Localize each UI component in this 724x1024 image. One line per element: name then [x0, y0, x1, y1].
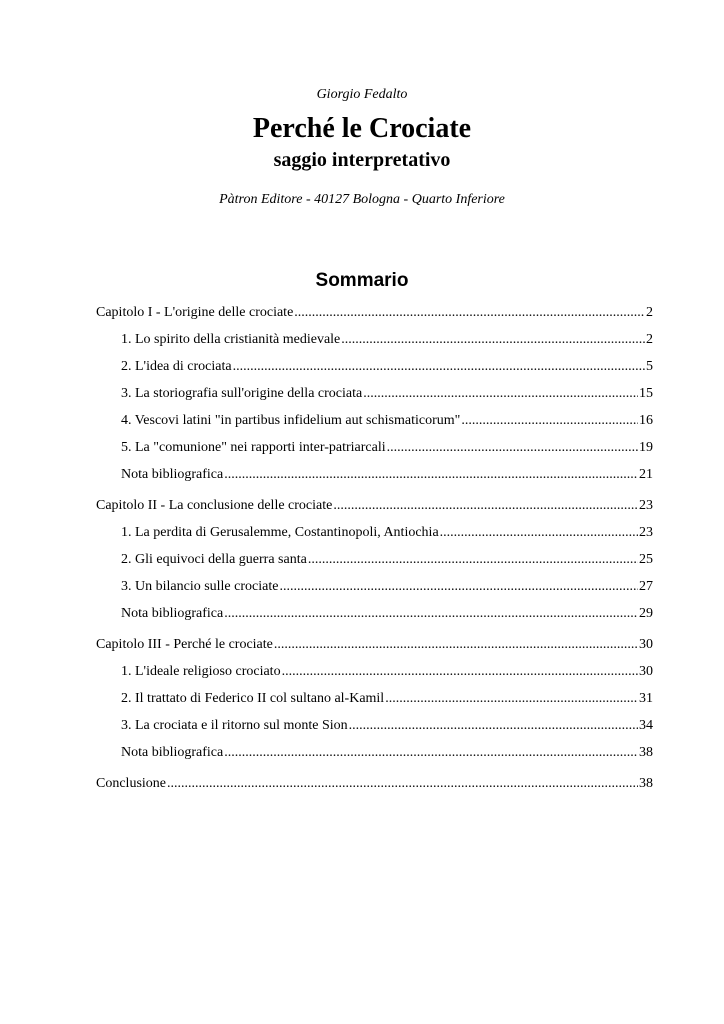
toc-entry-section[interactable]	[96, 385, 653, 403]
toc-entry-page: 21	[639, 467, 653, 482]
toc-entry-label: Nota bibliografica	[121, 606, 224, 621]
table-of-contents	[96, 304, 653, 802]
toc-entry-page: 23	[639, 498, 653, 513]
toc-entry-page: 27	[639, 579, 653, 594]
toc-entry-label: 4. Vescovi latini "in partibus infidelium aut schismaticorum"	[121, 413, 461, 428]
dot-leader	[224, 605, 638, 623]
toc-entry-chapter-2[interactable]	[96, 497, 653, 515]
toc-entry-label: 1. La perdita di Gerusalemme, Costantinopoli, Antiochia	[121, 525, 439, 540]
publisher-line: Pàtron Editore - 40127 Bologna - Quarto Inferiore	[219, 192, 505, 207]
toc-entry-section[interactable]	[96, 358, 653, 376]
toc-entry-page: 30	[639, 637, 653, 652]
toc-entry-label: Conclusione	[96, 776, 166, 791]
dot-leader	[224, 466, 638, 484]
toc-entry-label: 2. Il trattato di Federico II col sultano al-Kamil	[121, 691, 385, 706]
toc-entry-page: 5	[646, 359, 653, 374]
toc-entry-label: Capitolo III - Perché le crociate	[96, 637, 273, 652]
toc-entry-label: Nota bibliografica	[121, 467, 224, 482]
toc-entry-label: 1. L'ideale religioso crociato	[121, 664, 281, 679]
toc-entry-section[interactable]	[96, 690, 653, 708]
dot-leader	[385, 690, 638, 708]
author-name: Giorgio Fedalto	[316, 87, 408, 102]
toc-entry-page: 2	[646, 332, 653, 347]
toc-entry-page: 34	[639, 718, 653, 733]
toc-entry-page: 30	[639, 664, 653, 679]
toc-entry-label: Capitolo II - La conclusione delle crociate	[96, 498, 333, 513]
toc-entry-bibliography[interactable]	[96, 744, 653, 762]
dot-leader	[440, 524, 638, 542]
dot-leader	[294, 304, 645, 322]
toc-entry-label: 3. La storiografia sull'origine della crociata	[121, 386, 363, 401]
toc-entry-section[interactable]	[96, 331, 653, 349]
toc-entry-label: 1. Lo spirito della cristianità medievale	[121, 332, 341, 347]
toc-entry-section[interactable]	[96, 717, 653, 735]
toc-entry-label: Capitolo I - L'origine delle crociate	[96, 305, 294, 320]
dot-leader	[387, 439, 638, 457]
dot-leader	[333, 497, 638, 515]
toc-entry-section[interactable]	[96, 524, 653, 542]
toc-entry-section[interactable]	[96, 551, 653, 569]
toc-entry-label: 2. L'idea di crociata	[121, 359, 232, 374]
toc-entry-label: Nota bibliografica	[121, 745, 224, 760]
dot-leader	[233, 358, 645, 376]
dot-leader	[341, 331, 645, 349]
toc-entry-label: 5. La "comunione" nei rapporti inter-patriarcali	[121, 440, 386, 455]
toc-entry-page: 23	[639, 525, 653, 540]
toc-entry-label: 2. Gli equivoci della guerra santa	[121, 552, 307, 567]
toc-entry-page: 38	[639, 745, 653, 760]
toc-entry-chapter-1[interactable]	[96, 304, 653, 322]
toc-entry-page: 38	[639, 776, 653, 791]
dot-leader	[282, 663, 638, 681]
toc-entry-page: 19	[639, 440, 653, 455]
dot-leader	[363, 385, 638, 403]
toc-entry-section[interactable]	[96, 439, 653, 457]
toc-entry-page: 25	[639, 552, 653, 567]
toc-entry-label: 3. Un bilancio sulle crociate	[121, 579, 279, 594]
dot-leader	[308, 551, 638, 569]
toc-entry-section[interactable]	[96, 412, 653, 430]
dot-leader	[167, 775, 638, 793]
dot-leader	[274, 636, 638, 654]
toc-entry-section[interactable]	[96, 663, 653, 681]
toc-entry-conclusion[interactable]	[96, 775, 653, 793]
book-title: Perché le Crociate	[252, 113, 472, 144]
toc-entry-page: 16	[639, 413, 653, 428]
toc-entry-label: 3. La crociata e il ritorno sul monte Sion	[121, 718, 348, 733]
dot-leader	[279, 578, 638, 596]
toc-entry-section[interactable]	[96, 578, 653, 596]
dot-leader	[461, 412, 638, 430]
toc-entry-page: 29	[639, 606, 653, 621]
toc-entry-bibliography[interactable]	[96, 466, 653, 484]
toc-entry-page: 15	[639, 386, 653, 401]
toc-entry-page: 2	[646, 305, 653, 320]
toc-heading: Sommario	[315, 270, 409, 291]
toc-entry-chapter-3[interactable]	[96, 636, 653, 654]
dot-leader	[349, 717, 638, 735]
dot-leader	[224, 744, 638, 762]
toc-entry-bibliography[interactable]	[96, 605, 653, 623]
toc-entry-page: 31	[639, 691, 653, 706]
book-subtitle: saggio interpretativo	[273, 149, 451, 171]
